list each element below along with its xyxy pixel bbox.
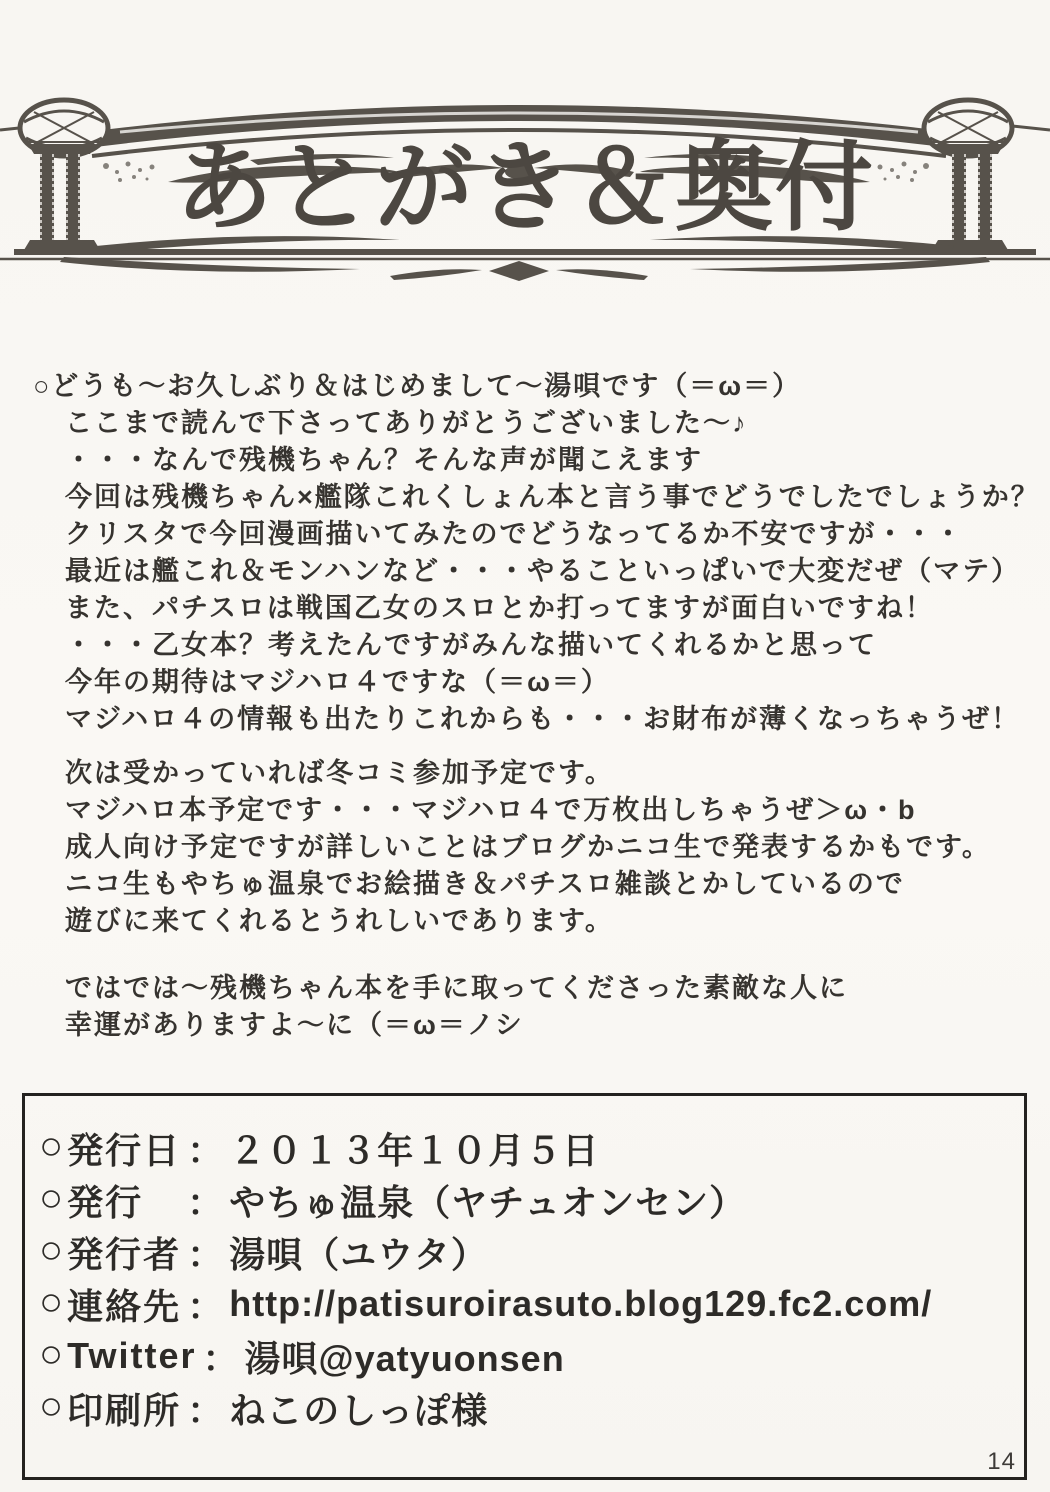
colophon-label: 発行 <box>67 1181 144 1223</box>
afterword-line: 今回は残機ちゃん×艦隊これくしょん本と言う事でどうでしたでしょうか？ <box>65 482 1040 512</box>
circle-bullet-icon: ○ <box>39 1280 64 1324</box>
colophon-label: 印刷所 <box>67 1389 182 1431</box>
afterword-line: クリスタで今回漫画描いてみたのでどうなってるか不安ですが・・・ <box>65 519 964 549</box>
colophon-row-printer <box>25 1382 1024 1434</box>
afterword-line: マジハロ４の情報も出たりこれからも・・・お財布が薄くなっちゃうぜ！ <box>65 704 1021 734</box>
afterword-line: 最近は艦これ＆モンハンなど・・・やることいっぱいで大変だぜ（マテ） <box>65 556 1021 586</box>
afterword-line: ここまで読んで下さってありがとうございました〜♪ <box>65 408 748 438</box>
colophon-label: Twitter <box>67 1335 197 1376</box>
afterword-line: 遊びに来てくれるとうれしいであります。 <box>65 906 614 936</box>
afterword-line: 幸運がありますよ〜に（＝ω＝ノシ <box>65 1010 524 1040</box>
afterword-text <box>33 368 1040 1044</box>
colophon-box <box>22 1093 1027 1480</box>
page-number: 14 <box>987 1448 1016 1475</box>
colophon-label: 発行日 <box>67 1129 182 1171</box>
circle-bullet-icon: ○ <box>39 1176 64 1220</box>
colophon-row-publish-date <box>25 1122 1024 1174</box>
colophon-separator: ： <box>187 1285 224 1327</box>
afterword-paragraph <box>33 368 1040 738</box>
colophon-separator: ： <box>187 1233 224 1275</box>
afterword-line: 今年の期待はマジハロ４ですな（＝ω＝） <box>65 667 610 697</box>
colophon-label: 連絡先 <box>67 1285 182 1327</box>
circle-bullet-icon: ○ <box>39 1124 64 1168</box>
afterword-paragraph <box>33 970 1040 1044</box>
colophon-value: ねこのしっぽ様 <box>229 1389 489 1431</box>
colophon-row-contact-url <box>25 1278 1024 1330</box>
colophon-row-author <box>25 1226 1024 1278</box>
circle-bullet-icon: ○ <box>39 1332 64 1376</box>
colophon-value: やちゅ温泉（ヤチュオンセン） <box>229 1181 747 1223</box>
afterword-paragraph <box>33 755 1040 940</box>
circle-bullet-icon: ○ <box>39 1228 64 1272</box>
colophon-separator: ： <box>187 1129 224 1171</box>
colophon-separator: ： <box>187 1181 224 1223</box>
afterword-line: 次は受かっていれば冬コミ参加予定です。 <box>65 758 614 788</box>
colophon-label: 発行者 <box>67 1233 182 1275</box>
colophon-row-twitter <box>25 1330 1024 1382</box>
afterword-line: ニコ生もやちゅ温泉でお絵描き＆パチスロ雑談とかしているので <box>65 869 905 899</box>
colophon-value: 湯唄（ユウタ） <box>229 1233 488 1275</box>
afterword-line: 成人向け予定ですが詳しいことはブログかニコ生で発表するかもです。 <box>65 832 991 862</box>
colophon-value: 湯唄@yatyuonsen <box>244 1337 565 1379</box>
colophon-value: ２０１３年１０月５日 <box>229 1129 600 1171</box>
afterword-line: また、パチスロは戦国乙女のスロとか打ってますが面白いですね！ <box>65 593 934 623</box>
afterword-line: ・・・乙女本？考えたんですがみんな描いてくれるかと思って <box>65 630 877 660</box>
afterword-line: ○どうも〜お久しぶり＆はじめまして〜湯唄です（＝ω＝） <box>33 371 802 401</box>
colophon-row-publisher-circle <box>25 1174 1024 1226</box>
circle-bullet-icon: ○ <box>39 1384 64 1428</box>
colophon-separator: ： <box>202 1337 239 1379</box>
afterword-line: ・・・なんで残機ちゃん？そんな声が聞こえます <box>65 445 703 475</box>
colophon-value: http://patisuroirasuto.blog129.fc2.com/ <box>229 1283 933 1324</box>
afterword-line: マジハロ本予定です・・・マジハロ４で万枚出しちゃうぜ＞ω・b <box>65 795 917 825</box>
colophon-separator: ： <box>187 1389 224 1431</box>
afterword-line: ではでは〜残機ちゃん本を手に取ってくださった素敵な人に <box>65 973 848 1003</box>
page-title: あとがき＆奥付 <box>174 132 875 242</box>
